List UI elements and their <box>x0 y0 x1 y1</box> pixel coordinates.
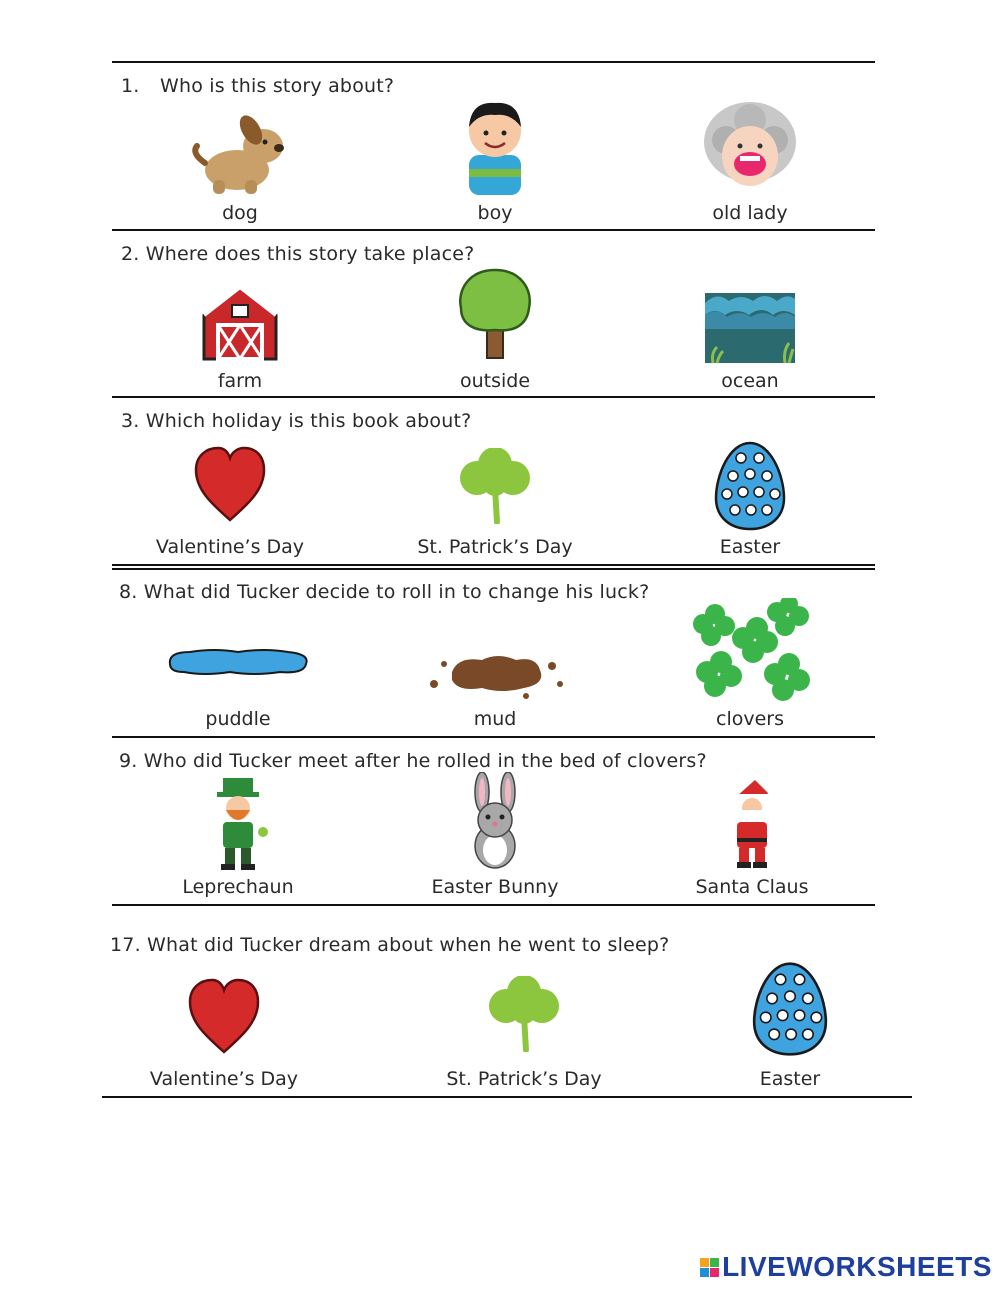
answer-option[interactable] <box>680 960 900 1094</box>
shamrock-icon <box>480 976 568 1052</box>
answer-option[interactable] <box>120 446 340 564</box>
section-divider <box>112 229 875 231</box>
answer-option[interactable] <box>414 976 634 1094</box>
answer-label: Valentine’s Day <box>155 536 305 558</box>
section-divider <box>112 568 875 570</box>
top-divider <box>112 61 875 63</box>
leprechaun-icon <box>203 776 273 872</box>
bunny-icon <box>462 772 528 870</box>
answer-label: old lady <box>712 202 788 224</box>
shamrock-icon <box>451 448 539 524</box>
answer-label: boy <box>477 202 513 224</box>
easter-egg-icon <box>751 960 829 1058</box>
section-divider <box>112 564 875 566</box>
old-lady-icon <box>696 100 804 192</box>
answer-label: clovers <box>716 708 784 730</box>
barn-icon <box>200 283 280 361</box>
ocean-icon <box>703 289 797 365</box>
answer-option[interactable] <box>128 776 348 904</box>
question-9-text: 9. Who did Tucker meet after he rolled in the bed of clovers? <box>119 750 707 772</box>
answer-option[interactable] <box>640 289 860 398</box>
answer-label: Easter <box>719 536 781 558</box>
answer-label: St. Patrick’s Day <box>446 1068 602 1090</box>
brand-name: LIVEWORKSHEETS <box>722 1251 992 1282</box>
clovers-icon <box>685 598 815 706</box>
answer-label: dog <box>222 202 258 224</box>
answer-label: Valentine’s Day <box>149 1068 299 1090</box>
section-divider <box>102 1096 912 1098</box>
answer-label: St. Patrick’s Day <box>417 536 573 558</box>
answer-label: farm <box>217 370 263 392</box>
heart-icon <box>192 446 268 524</box>
boy-icon <box>455 95 535 197</box>
answer-label: Easter <box>759 1068 821 1090</box>
answer-option[interactable] <box>385 650 605 736</box>
question-8-text: 8. What did Tucker decide to roll in to change his luck? <box>119 581 650 603</box>
answer-label: mud <box>473 708 517 730</box>
answer-label: ocean <box>721 370 779 392</box>
answer-option[interactable] <box>114 978 334 1094</box>
answer-option[interactable] <box>640 440 860 564</box>
question-2-text: 2. Where does this story take place? <box>121 243 475 265</box>
puddle-icon <box>164 644 312 680</box>
section-divider <box>112 736 875 738</box>
santa-icon <box>725 778 779 870</box>
answer-label: puddle <box>205 708 271 730</box>
question-1-text: Who is this story about? <box>160 75 395 97</box>
answer-option[interactable] <box>642 778 862 904</box>
answer-option[interactable] <box>640 100 860 230</box>
section-divider <box>112 904 875 906</box>
easter-egg-icon <box>713 440 787 532</box>
answer-option[interactable] <box>640 598 860 736</box>
answer-label: Santa Claus <box>695 876 809 898</box>
answer-option[interactable] <box>130 283 350 398</box>
liveworksheets-logo <box>700 1251 992 1283</box>
question-17-text: 17. What did Tucker dream about when he went to sleep? <box>110 934 670 956</box>
answer-option[interactable] <box>385 772 605 904</box>
logo-mark-icon <box>700 1258 719 1277</box>
question-3-text: 3. Which holiday is this book about? <box>121 410 472 432</box>
answer-label: Easter Bunny <box>431 876 559 898</box>
tree-icon <box>455 268 535 360</box>
dog-icon <box>185 108 295 198</box>
answer-option[interactable] <box>130 108 350 230</box>
answer-option[interactable] <box>385 268 605 398</box>
section-divider <box>112 396 875 398</box>
answer-option[interactable] <box>128 644 348 736</box>
mud-icon <box>422 650 568 700</box>
answer-label: Leprechaun <box>182 876 294 898</box>
answer-label: outside <box>459 370 531 392</box>
answer-option[interactable] <box>385 95 605 230</box>
heart-icon <box>186 978 262 1056</box>
answer-option[interactable] <box>385 448 605 564</box>
question-1-number: 1. <box>121 75 140 97</box>
